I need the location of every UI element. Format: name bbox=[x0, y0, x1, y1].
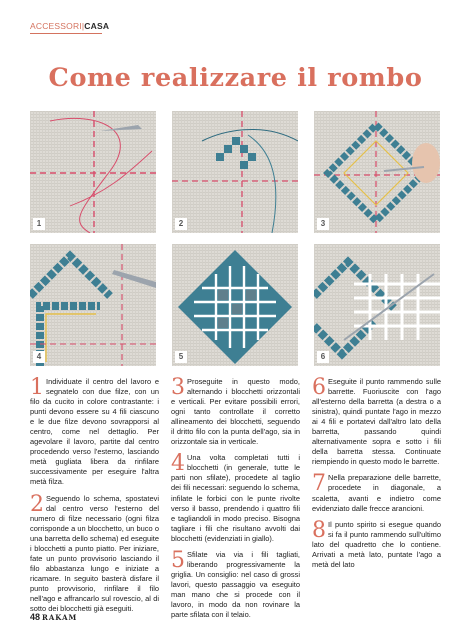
photo-step-2 bbox=[172, 111, 298, 233]
step-text: Eseguite il punto rammendo sulle barrette. Fuoriuscite con l'ago all'esterno della barretta (a destra o a sinistra), quindi puntate l'ago in mezzo ai 4 fili e portatevi dall'altro lato della barretta, passando quindi alternativamente sopra e sotto i fili della barretta stessa. Continuate riempiendo in questo modo le barrette. bbox=[312, 377, 441, 467]
photo-step-4 bbox=[30, 244, 156, 366]
step-3 bbox=[171, 377, 300, 447]
text-column-3 bbox=[312, 377, 441, 576]
page-title: Come realizzare il rombo bbox=[48, 63, 423, 93]
step-6 bbox=[312, 377, 441, 467]
photo-step-5 bbox=[172, 244, 298, 366]
section-separator: | bbox=[81, 21, 85, 31]
photo-step-3 bbox=[314, 111, 440, 233]
text-column-1 bbox=[30, 377, 159, 620]
step-7 bbox=[312, 473, 441, 513]
photo-number: 4 bbox=[33, 351, 45, 363]
photo-first-blocks bbox=[172, 111, 298, 233]
step-text: Proseguite in questo modo, alternando i blocchetti orizzontali e verticali. Per evitare possibili errori, ogni tanto controllate il corretto allineamento dei blocchetti, seguendo il dritto filo con la punta dell'ago, sia in orizzontale sia in verticale. bbox=[171, 377, 300, 447]
section-label: ACCESSORI bbox=[30, 21, 82, 31]
step-number: 5 bbox=[171, 547, 185, 573]
step-text: Una volta completati tutti i blocchetti (in generale, tutte le parti non sfilate), procedete al taglio dei fili necessari: seguendo lo schema, infilate le forbici con le punte rivolte verso il basso, prendendo i quattro fili e tagliandoli in modo preciso. Bisogna tagliare i fili che risultano avvolti dai blocchetti (evidenziati in giallo). bbox=[171, 453, 300, 543]
step-5 bbox=[171, 547, 300, 620]
photo-center-marking bbox=[30, 111, 156, 233]
step-4 bbox=[171, 453, 300, 543]
step-text: Nella preparazione delle barrette, procedete in diagonale, a scaletta, avanti e indietro come evidenziato dalle frecce arancioni. bbox=[312, 473, 441, 513]
photo-number: 5 bbox=[175, 351, 187, 363]
step-text: Seguendo lo schema, spostatevi dal centro verso l'esterno del numero di filze necessario (ogni filza corrisponde a un blocchetto, un buco o una barretta dello schema) ed eseguite i blocchetti a punto piatto. Per iniziare, fate un punto provvisorio lasciando il filo abbastanza lungo e iniziate a ricamare. In seguito basterà disfare il punto provvisorio, rinfilare il filo nell'ago e affrancarlo sul rovescio, al di sotto dei blocchetti già eseguiti. bbox=[30, 493, 159, 614]
photo-drawn-grid bbox=[172, 244, 298, 366]
section-header bbox=[30, 21, 230, 31]
page-footer bbox=[30, 612, 77, 622]
photo-step-6 bbox=[314, 244, 440, 366]
photo-bars-wrapping bbox=[314, 244, 440, 366]
photo-number: 1 bbox=[33, 218, 45, 230]
step-number: 4 bbox=[171, 451, 185, 477]
category-label: CASA bbox=[84, 21, 110, 31]
photo-diamond-outline bbox=[314, 111, 440, 233]
step-number: 1 bbox=[30, 375, 44, 400]
photo-number: 2 bbox=[175, 218, 187, 230]
step-number: 3 bbox=[171, 375, 185, 400]
step-number: 2 bbox=[30, 491, 44, 517]
step-number: 7 bbox=[312, 471, 326, 497]
step-number: 8 bbox=[312, 517, 326, 543]
step-text: Individuate il centro del lavoro e segnatelo con due filze, con un filo da cucito in colore contrastante: i punti devono essere su 4 fili ciascuno e le due filze devono sovrapporsi al centro, come nel dettaglio. Per agevolare il lavoro, partite dal centro procedendo verso l'esterno, lasciando metà gugliata libera da rinfilare successivamente per eseguire l'altra metà filza. bbox=[30, 377, 159, 487]
step-text: Sfilate via via i fili tagliati, liberando progressivamente la griglia. Un consiglio: nel caso di grossi lavori, questo passaggio va eseguito man mano che si procede con il lavoro, in modo da non rovinare la parte sfilata con il telaio. bbox=[171, 549, 300, 620]
magazine-name: RAKAM bbox=[42, 613, 78, 622]
photo-number: 6 bbox=[317, 351, 329, 363]
text-column-2 bbox=[171, 377, 300, 626]
photo-step-1 bbox=[30, 111, 156, 233]
photo-number: 3 bbox=[317, 218, 329, 230]
step-number: 6 bbox=[312, 375, 326, 400]
header-rule bbox=[30, 33, 102, 34]
page-number: 48 bbox=[30, 612, 41, 622]
step-2 bbox=[30, 491, 159, 615]
step-text: Il punto spirito si esegue quando si fa il punto rammendo sull'ultimo lato del quadretto che lo contiene. Arrivati a metà lato, puntate l'ago a metà del lato bbox=[312, 519, 441, 569]
step-8 bbox=[312, 517, 441, 570]
step-1 bbox=[30, 377, 159, 488]
photo-cutting-threads bbox=[30, 244, 156, 366]
